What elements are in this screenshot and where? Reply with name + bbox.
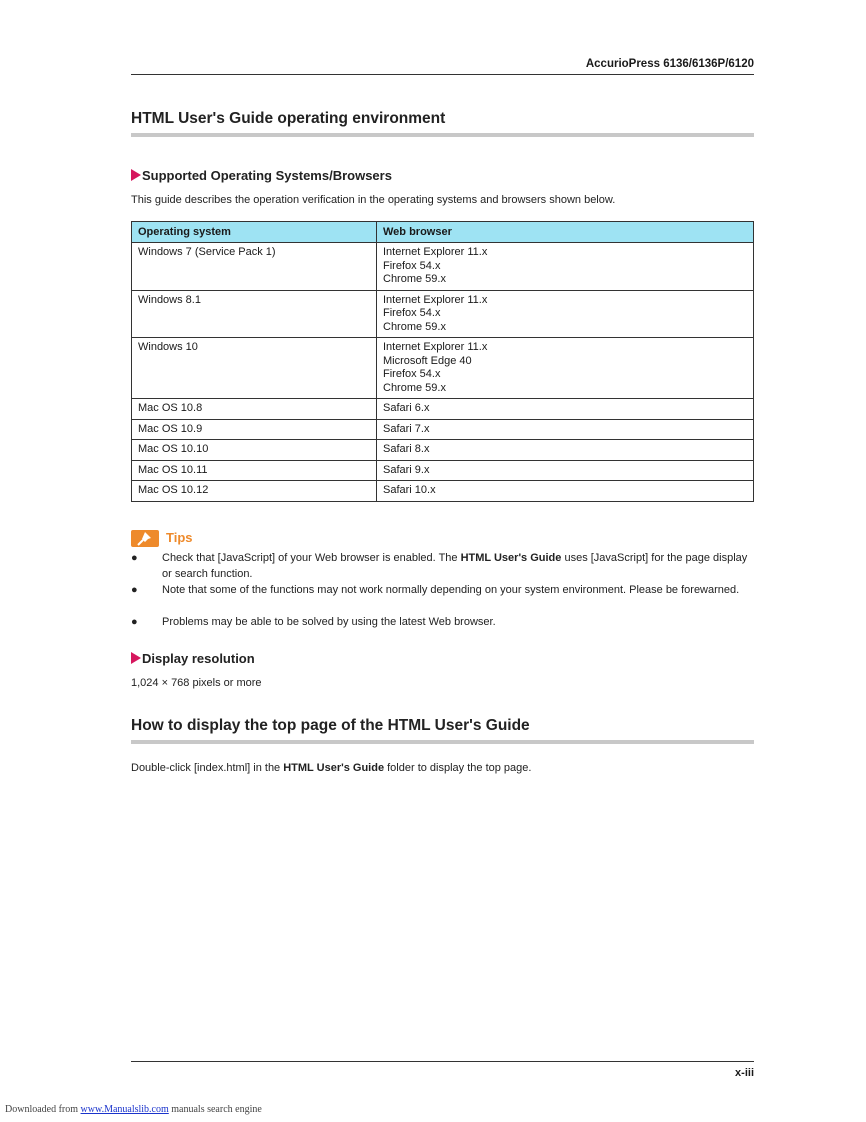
triangle-bullet-icon bbox=[131, 652, 141, 664]
subsection-supported-os bbox=[131, 168, 392, 183]
section-title-operating-environment: HTML User's Guide operating environment bbox=[131, 110, 446, 127]
browser-entry: Firefox 54.x bbox=[383, 259, 441, 272]
header-browser: Web browser bbox=[377, 222, 754, 243]
os-cell: Mac OS 10.8 bbox=[132, 399, 377, 420]
browser-entry: Internet Explorer 11.x bbox=[383, 341, 488, 353]
browser-entry: Microsoft Edge 40 bbox=[383, 354, 472, 367]
bullet-dot-icon: ● bbox=[131, 552, 138, 564]
browser-entry: Safari 8.x bbox=[383, 443, 430, 455]
header-rule bbox=[131, 74, 754, 75]
os-browser-table bbox=[131, 221, 754, 502]
browser-entry: Safari 6.x bbox=[383, 402, 430, 414]
table-row bbox=[132, 243, 754, 291]
browser-entry: Safari 7.x bbox=[383, 422, 430, 435]
tips-label: Tips bbox=[166, 530, 193, 545]
subsection-title: Display resolution bbox=[142, 651, 255, 666]
tip-item: ● Problems may be able to be solved by using the latest Web browser. bbox=[131, 616, 496, 628]
bullet-dot-icon: ● bbox=[131, 584, 138, 596]
browser-entry: Firefox 54.x bbox=[383, 368, 441, 380]
browser-cell bbox=[377, 481, 754, 502]
os-cell: Windows 10 bbox=[132, 338, 377, 399]
tip-item: ● Check that [JavaScript] of your Web browser is enabled. The HTML User's Guide uses [JavaScript] for the page display or search function. bbox=[131, 552, 748, 580]
page-number: x-iii bbox=[735, 1067, 754, 1079]
manualslib-link[interactable]: www.Manualslib.com bbox=[80, 1104, 169, 1115]
browser-cell bbox=[377, 243, 754, 291]
section-title-top-page: How to display the top page of the HTML User's Guide bbox=[131, 717, 530, 734]
download-note: Downloaded from www.Manualslib.com manuals search engine bbox=[5, 1104, 262, 1115]
table-row bbox=[132, 338, 754, 399]
footer-rule bbox=[131, 1061, 754, 1062]
browser-cell bbox=[377, 290, 754, 338]
browser-entry: Safari 9.x bbox=[383, 463, 430, 476]
os-cell: Windows 8.1 bbox=[132, 290, 377, 338]
subsection-display-resolution bbox=[131, 651, 255, 666]
running-header: AccurioPress 6136/6136P/6120 bbox=[585, 58, 754, 70]
header-os: Operating system bbox=[132, 222, 377, 243]
os-cell: Windows 7 (Service Pack 1) bbox=[132, 243, 377, 291]
section-title-rule bbox=[131, 740, 754, 744]
table-row bbox=[132, 290, 754, 338]
table-row bbox=[132, 460, 754, 481]
subsection-title: Supported Operating Systems/Browsers bbox=[142, 168, 392, 183]
resolution-text: 1,024 × 768 pixels or more bbox=[131, 677, 262, 689]
table-row bbox=[132, 440, 754, 461]
browser-entry: Internet Explorer 11.x bbox=[383, 246, 488, 258]
browser-entry: Internet Explorer 11.x bbox=[383, 293, 488, 306]
top-page-text: Double-click [index.html] in the HTML User's Guide folder to display the top page. bbox=[131, 762, 532, 774]
browser-entry: Firefox 54.x bbox=[383, 307, 441, 319]
triangle-bullet-icon bbox=[131, 169, 141, 181]
browser-cell bbox=[377, 440, 754, 461]
tip-item: ● Note that some of the functions may not work normally depending on your system environment. Please be forewarned. bbox=[131, 584, 740, 596]
intro-text: This guide describes the operation verification in the operating systems and browsers shown below. bbox=[131, 194, 616, 206]
browser-entry: Chrome 59.x bbox=[383, 320, 446, 333]
os-cell: Mac OS 10.9 bbox=[132, 419, 377, 440]
os-cell: Mac OS 10.11 bbox=[132, 460, 377, 481]
browser-entry: Chrome 59.x bbox=[383, 273, 446, 285]
table-row bbox=[132, 399, 754, 420]
bullet-dot-icon: ● bbox=[131, 616, 138, 628]
browser-cell bbox=[377, 399, 754, 420]
browser-entry: Chrome 59.x bbox=[383, 381, 446, 394]
table-header-row bbox=[132, 222, 754, 243]
browser-cell bbox=[377, 338, 754, 399]
browser-cell bbox=[377, 460, 754, 481]
section-title-rule bbox=[131, 133, 754, 137]
browser-entry: Safari 10.x bbox=[383, 484, 436, 496]
os-cell: Mac OS 10.10 bbox=[132, 440, 377, 461]
os-cell: Mac OS 10.12 bbox=[132, 481, 377, 502]
browser-cell bbox=[377, 419, 754, 440]
pin-icon bbox=[131, 530, 159, 547]
table-row bbox=[132, 419, 754, 440]
table-row bbox=[132, 481, 754, 502]
